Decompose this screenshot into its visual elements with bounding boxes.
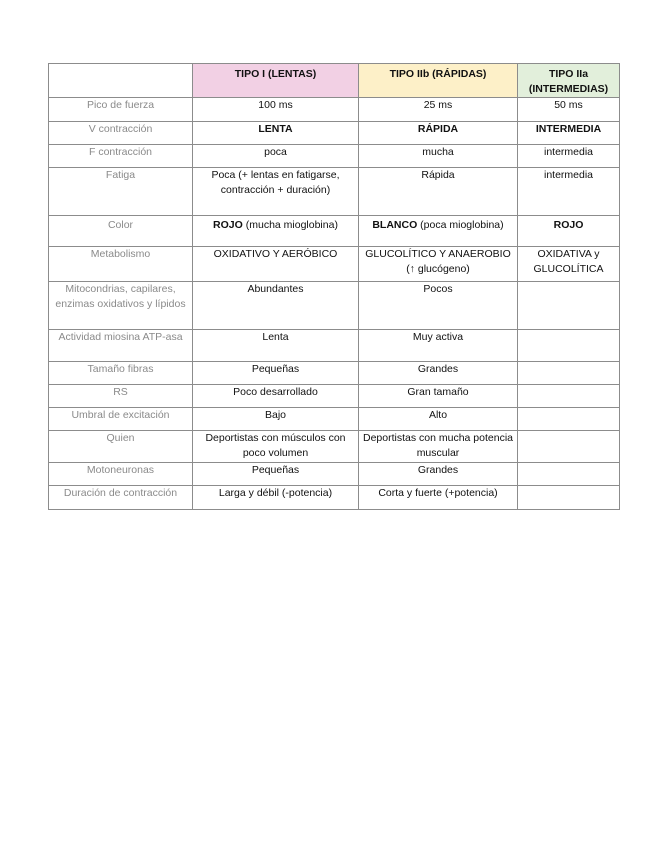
row-label: Color bbox=[49, 216, 193, 247]
table-row bbox=[49, 431, 620, 463]
cell-tipo1: 100 ms bbox=[193, 98, 359, 122]
cell-tipo2a bbox=[518, 408, 620, 431]
table-row bbox=[49, 122, 620, 145]
cell-tipo2b bbox=[359, 216, 518, 247]
cell-tipo2b: Gran tamaño bbox=[359, 385, 518, 408]
cell-tipo1: Pequeñas bbox=[193, 463, 359, 486]
row-label: Pico de fuerza bbox=[49, 98, 193, 122]
cell-tipo2a bbox=[518, 330, 620, 362]
table-row bbox=[49, 216, 620, 247]
row-label: RS bbox=[49, 385, 193, 408]
cell-tipo1: Abundantes bbox=[193, 282, 359, 330]
cell-tipo1: OXIDATIVO Y AERÓBICO bbox=[193, 247, 359, 282]
cell-tipo1: Lenta bbox=[193, 330, 359, 362]
cell-tipo1: Poca (+ lentas en fatigarse, contracción + duración) bbox=[193, 168, 359, 216]
cell-tipo2b: Muy activa bbox=[359, 330, 518, 362]
cell-tipo2a bbox=[518, 463, 620, 486]
cell-tipo2b: mucha bbox=[359, 145, 518, 168]
cell-tipo2a: ROJO bbox=[518, 216, 620, 247]
cell-tipo2a: intermedia bbox=[518, 168, 620, 216]
table-row bbox=[49, 408, 620, 431]
cell-tipo2b: Corta y fuerte (+potencia) bbox=[359, 486, 518, 510]
row-label: F contracción bbox=[49, 145, 193, 168]
row-label: Fatiga bbox=[49, 168, 193, 216]
cell-tipo2a: intermedia bbox=[518, 145, 620, 168]
table-row bbox=[49, 168, 620, 216]
cell-tipo2a bbox=[518, 385, 620, 408]
cell-tipo2b: 25 ms bbox=[359, 98, 518, 122]
header-tipo2b: TIPO IIb (RÁPIDAS) bbox=[359, 64, 518, 98]
color-detail: (mucha mioglobina) bbox=[242, 219, 338, 231]
table-row bbox=[49, 247, 620, 282]
cell-tipo2a: OXIDATIVA y GLUCOLÍTICA bbox=[518, 247, 620, 282]
row-label: Tamaño fibras bbox=[49, 362, 193, 385]
cell-tipo1: LENTA bbox=[193, 122, 359, 145]
color-bold: ROJO bbox=[213, 219, 243, 231]
cell-tipo2b: Deportistas con mucha potencia muscular bbox=[359, 431, 518, 463]
cell-tipo2a bbox=[518, 362, 620, 385]
cell-tipo2b: Pocos bbox=[359, 282, 518, 330]
header-tipo2a: TIPO IIa (INTERMEDIAS) bbox=[518, 64, 620, 98]
cell-tipo2b: Alto bbox=[359, 408, 518, 431]
table-row bbox=[49, 362, 620, 385]
header-row bbox=[49, 64, 620, 98]
cell-tipo1: Poco desarrollado bbox=[193, 385, 359, 408]
cell-tipo2a: INTERMEDIA bbox=[518, 122, 620, 145]
cell-tipo1: Pequeñas bbox=[193, 362, 359, 385]
cell-tipo2b: Grandes bbox=[359, 463, 518, 486]
row-label: Metabolismo bbox=[49, 247, 193, 282]
cell-tipo1 bbox=[193, 216, 359, 247]
cell-tipo1: Bajo bbox=[193, 408, 359, 431]
cell-tipo2b: GLUCOLÍTICO Y ANAEROBIO (↑ glucógeno) bbox=[359, 247, 518, 282]
table-row bbox=[49, 98, 620, 122]
header-tipo1: TIPO I (LENTAS) bbox=[193, 64, 359, 98]
cell-tipo2b: RÁPIDA bbox=[359, 122, 518, 145]
row-label: Mitocondrias, capilares, enzimas oxidativos y lípidos bbox=[49, 282, 193, 330]
cell-tipo2a bbox=[518, 431, 620, 463]
row-label: Umbral de excitación bbox=[49, 408, 193, 431]
cell-tipo2a bbox=[518, 282, 620, 330]
cell-tipo2a: 50 ms bbox=[518, 98, 620, 122]
cell-tipo1: Deportistas con músculos con poco volumen bbox=[193, 431, 359, 463]
color-bold: BLANCO bbox=[372, 219, 418, 231]
cell-tipo1: poca bbox=[193, 145, 359, 168]
row-label: Actividad miosina ATP-asa bbox=[49, 330, 193, 362]
cell-tipo2b: Rápida bbox=[359, 168, 518, 216]
table-row bbox=[49, 145, 620, 168]
color-detail: (poca mioglobina) bbox=[417, 219, 504, 231]
cell-tipo2b: Grandes bbox=[359, 362, 518, 385]
row-label: Quien bbox=[49, 431, 193, 463]
row-label: Duración de contracción bbox=[49, 486, 193, 510]
fiber-types-table bbox=[48, 63, 620, 510]
table-row bbox=[49, 330, 620, 362]
table-row bbox=[49, 282, 620, 330]
header-corner bbox=[49, 64, 193, 98]
table-row bbox=[49, 385, 620, 408]
cell-tipo1: Larga y débil (-potencia) bbox=[193, 486, 359, 510]
table-row bbox=[49, 463, 620, 486]
row-label: Motoneuronas bbox=[49, 463, 193, 486]
cell-tipo2a bbox=[518, 486, 620, 510]
table-row bbox=[49, 486, 620, 510]
row-label: V contracción bbox=[49, 122, 193, 145]
